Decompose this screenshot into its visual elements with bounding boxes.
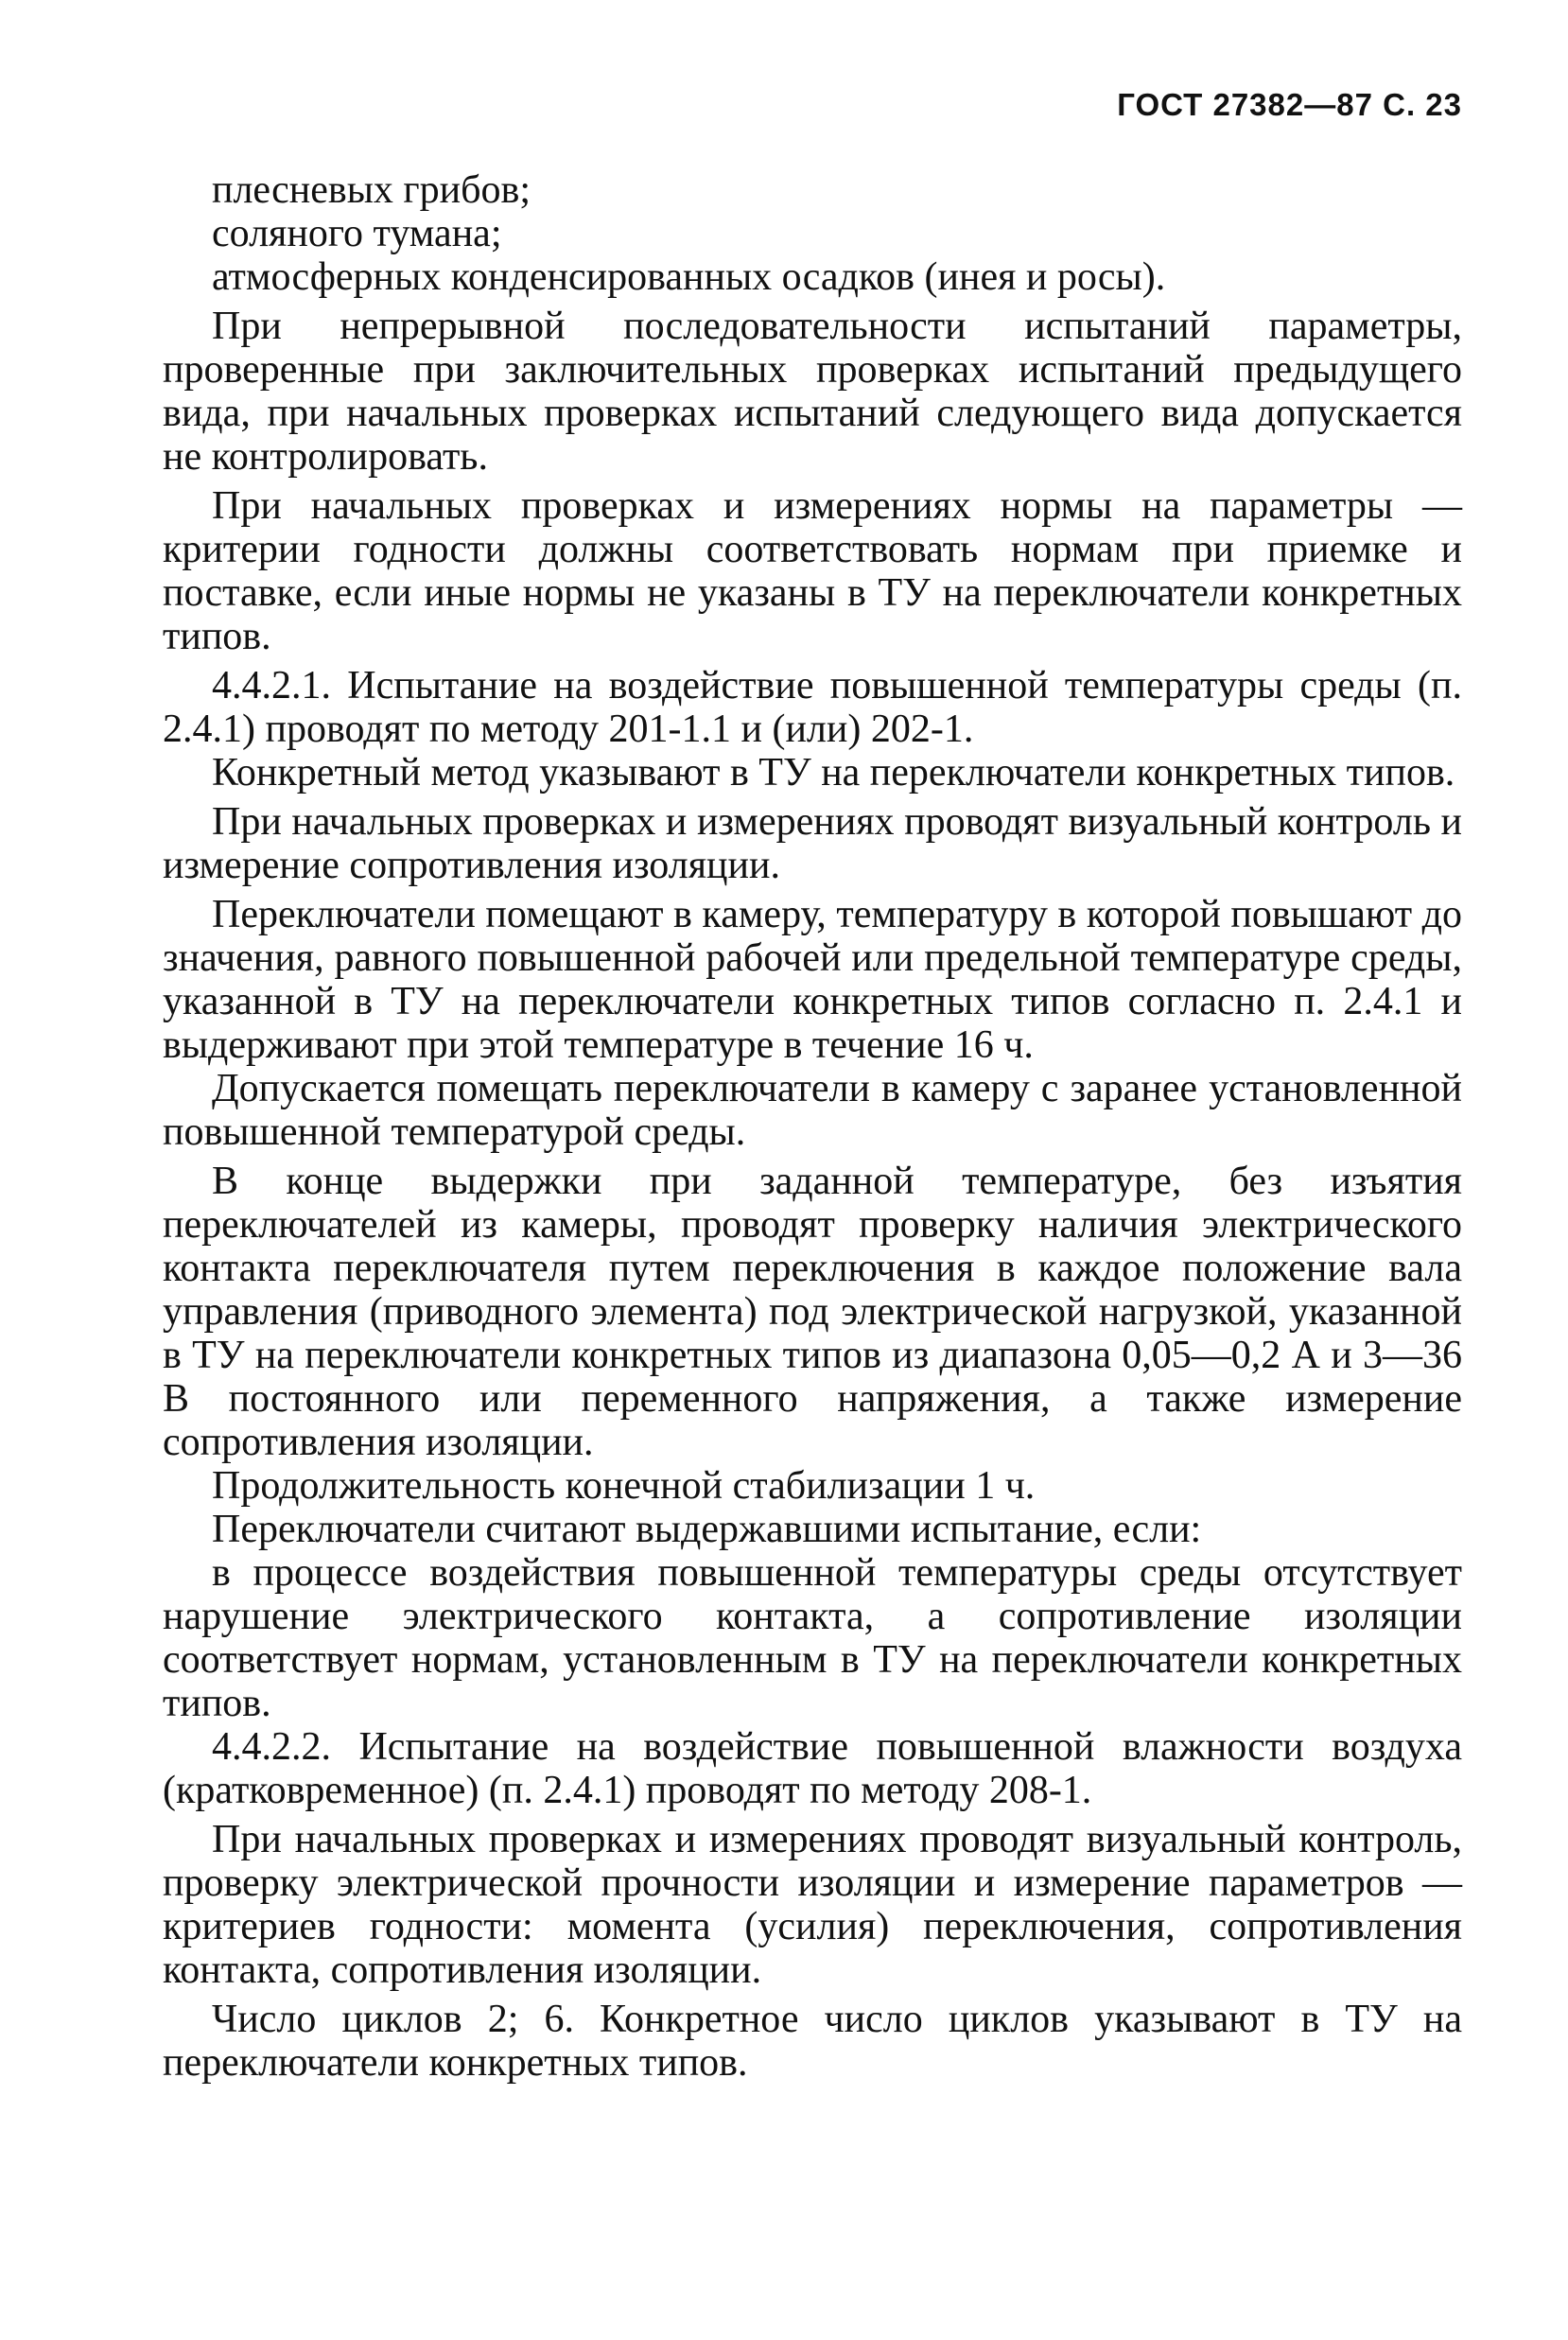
paragraph-pass-condition: в процессе воздействия повышенной температуры среды отсутствует нарушение электрического контакта, а сопротивление изоляции соответствует нормам, установленным в ТУ на переключатели конкретных типов. [163,1551,1462,1725]
paragraph-chamber-placement: Переключатели помещают в камеру, температуру в которой повышают до значения, равного повышенной рабочей или предельной температуре среды, указанной в ТУ на переключатели конкретных типов согласно п. 2.4.1 и выдерживают при этой температуре в течение 16 ч. [163,893,1462,1067]
paragraph-end-of-exposure: В конце выдержки при заданной температуре, без изъятия переключателей из камеры, проводят проверку наличия электрического контакта переключателя путем переключения в каждое положение вала управления (приводного элемента) под электрической нагрузкой, указанной в ТУ на переключатели конкретных типов из диапазона 0,05—0,2 А и 3—36 В постоянного или переменного напряжения, а также измерение сопротивления изоляции. [163,1160,1462,1464]
list-item-mold: плесневых грибов; [212,168,531,212]
page-header: ГОСТ 27382—87 С. 23 [1117,87,1462,122]
section-4-4-2-1-title: 4.4.2.1. Испытание на воздействие повышенной температуры среды (п. 2.4.1) проводят по методу 201-1.1 и (или) 202-1. [163,664,1462,751]
paragraph-pass-criteria: Переключатели считают выдержавшими испытание, если: [212,1508,1202,1551]
list-item-condensed-precipitation: атмосферных конденсированных осадков (инея и росы). [212,255,1166,299]
paragraph-specific-method: Конкретный метод указывают в ТУ на переключатели конкретных типов. [212,751,1455,795]
paragraph-initial-checks: При начальных проверках и измерениях проводят визуальный контроль и измерение сопротивления изоляции. [163,800,1462,887]
paragraph-humidity-initial-checks: При начальных проверках и измерениях проводят визуальный контроль, проверку электрической прочности изоляции и измерение параметров — критериев годности: момента (усилия) переключения, сопротивления контакта, сопротивления изоляции. [163,1818,1462,1992]
paragraph-stabilization: Продолжительность конечной стабилизации 1 ч. [212,1464,1036,1508]
paragraph-continuous-sequence: При непрерывной последовательности испытаний параметры, проверенные при заключительных проверках испытаний предыдущего вида, при начальных проверках испытаний следующего вида допускается не контролировать. [163,305,1462,479]
list-item-salt-fog: соляного тумана; [212,212,502,255]
paragraph-norms: При начальных проверках и измерениях нормы на параметры — критерии годности должны соответствовать нормам при приемке и поставке, если иные нормы не указаны в ТУ на переключатели конкретных типов. [163,484,1462,658]
document-body [163,168,1462,2090]
paragraph-cycles: Число циклов 2; 6. Конкретное число циклов указывают в ТУ на переключатели конкретных типов. [163,1998,1462,2085]
section-4-4-2-2-title: 4.4.2.2. Испытание на воздействие повышенной влажности воздуха (кратковременное) (п. 2.4.1) проводят по методу 208-1. [163,1725,1462,1812]
paragraph-preheated-chamber: Допускается помещать переключатели в камеру с заранее установленной повышенной температурой среды. [163,1067,1462,1154]
